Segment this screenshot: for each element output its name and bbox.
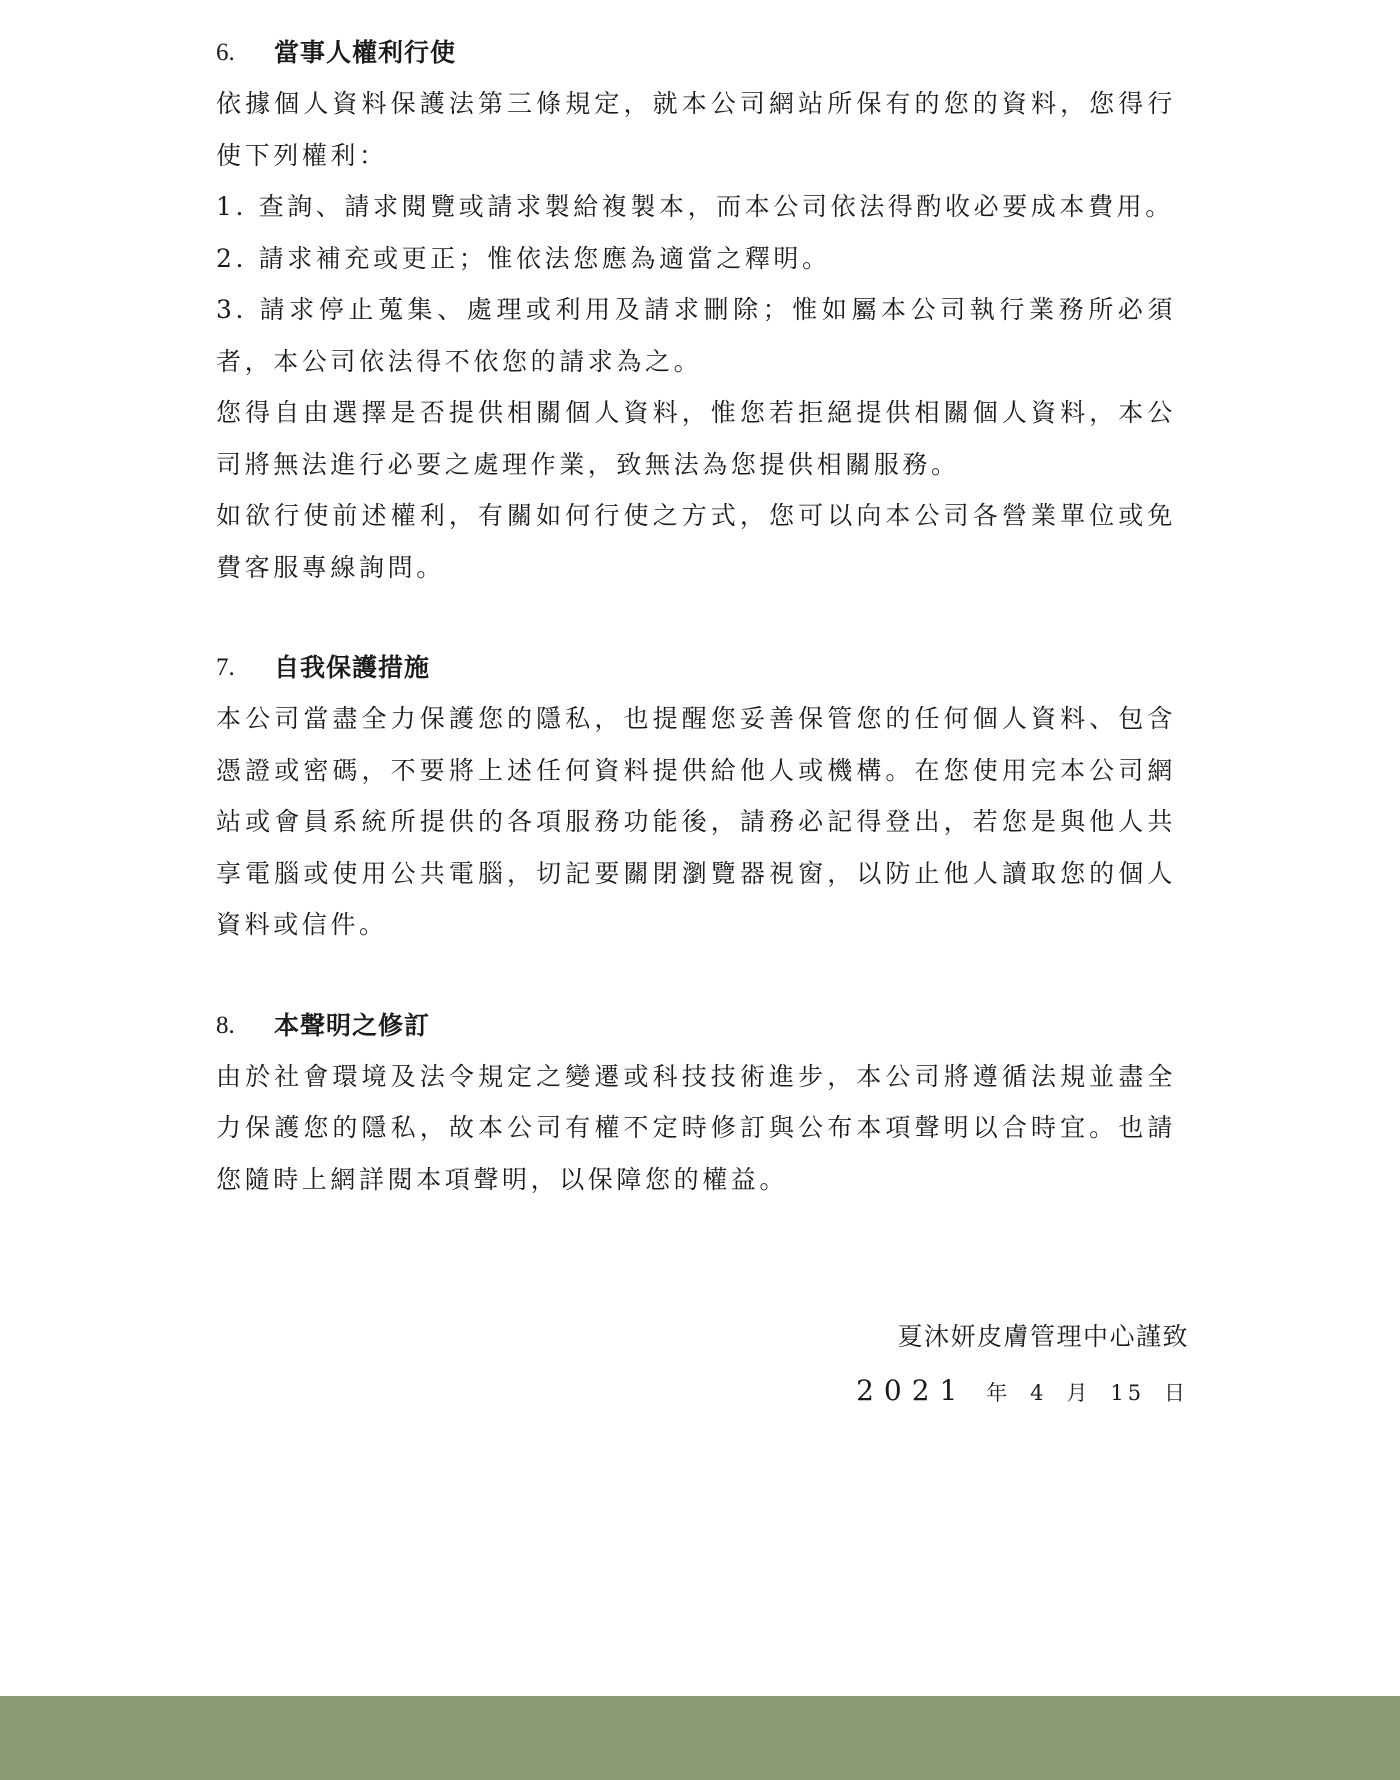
section-title: 自我保護措施 — [274, 653, 431, 682]
date-year-unit: 年 — [986, 1381, 1012, 1405]
list-item: 1. 查詢、請求閱覽或請求製給複製本，而本公司依法得酌收必要成本費用。 — [216, 192, 1174, 221]
section-heading — [216, 1001, 1176, 1051]
signature-date — [856, 1364, 1189, 1420]
paragraph: 本公司當盡全力保護您的隱私，也提醒您妥善保管您的任何個人資料、包含憑證或密碼，不要將上述任何資料提供給他人或機構。在您使用完本公司網站或會員系統所提供的各項服務功能後，請務必記得登出，若您是與他人共享電腦或使用公共電腦，切記要關閉瀏覽器視窗，以防止他人讀取您的個人資料或信件。 — [216, 704, 1176, 939]
date-month-unit: 月 — [1066, 1381, 1092, 1405]
paragraph: 由於社會環境及法令規定之變遷或科技技術進步，本公司將遵循法規並盡全力保護您的隱私，故本公司有權不定時修訂與公布本項聲明以合時宜。也請您隨時上網詳閱本項聲明，以保障您的權益。 — [216, 1061, 1176, 1194]
signature-org: 夏沐妍皮膚管理中心謹致 — [897, 1322, 1189, 1351]
section-self-protection — [216, 643, 1176, 951]
list-item: 2. 請求補充或更正；惟依法您應為適當之釋明。 — [216, 243, 831, 273]
paragraph: 如欲行使前述權利，有關如何行使之方式，您可以向本公司各營業單位或免費客服專線詢問。 — [216, 501, 1176, 582]
section-heading — [216, 28, 1176, 78]
document-body — [216, 28, 1176, 1255]
section-heading — [216, 643, 1176, 693]
list-item: 3. 請求停止蒐集、處理或利用及請求刪除；惟如屬本公司執行業務所必須者，本公司依法得不依您的請求為之。 — [216, 295, 1176, 376]
footer-band — [0, 1696, 1400, 1780]
section-revision — [216, 1001, 1176, 1206]
date-year: 2021 — [856, 1374, 968, 1407]
paragraph: 您得自由選擇是否提供相關個人資料，惟您若拒絕提供相關個人資料，本公司將無法進行必要之處理作業，致無法為您提供相關服務。 — [216, 398, 1176, 479]
signature-block — [856, 1310, 1189, 1420]
section-rights — [216, 28, 1176, 593]
section-number: 6. — [216, 39, 235, 66]
date-day-unit: 日 — [1164, 1381, 1189, 1405]
date-month: 4 — [1030, 1381, 1048, 1405]
section-title: 本聲明之修訂 — [274, 1010, 431, 1040]
paragraph: 依據個人資料保護法第三條規定，就本公司網站所保有的您的資料，您得行使下列權利： — [216, 89, 1176, 170]
date-day: 15 — [1110, 1381, 1146, 1405]
section-number: 8. — [216, 1011, 235, 1039]
section-number: 7. — [216, 654, 235, 681]
section-title: 當事人權利行使 — [274, 38, 457, 67]
